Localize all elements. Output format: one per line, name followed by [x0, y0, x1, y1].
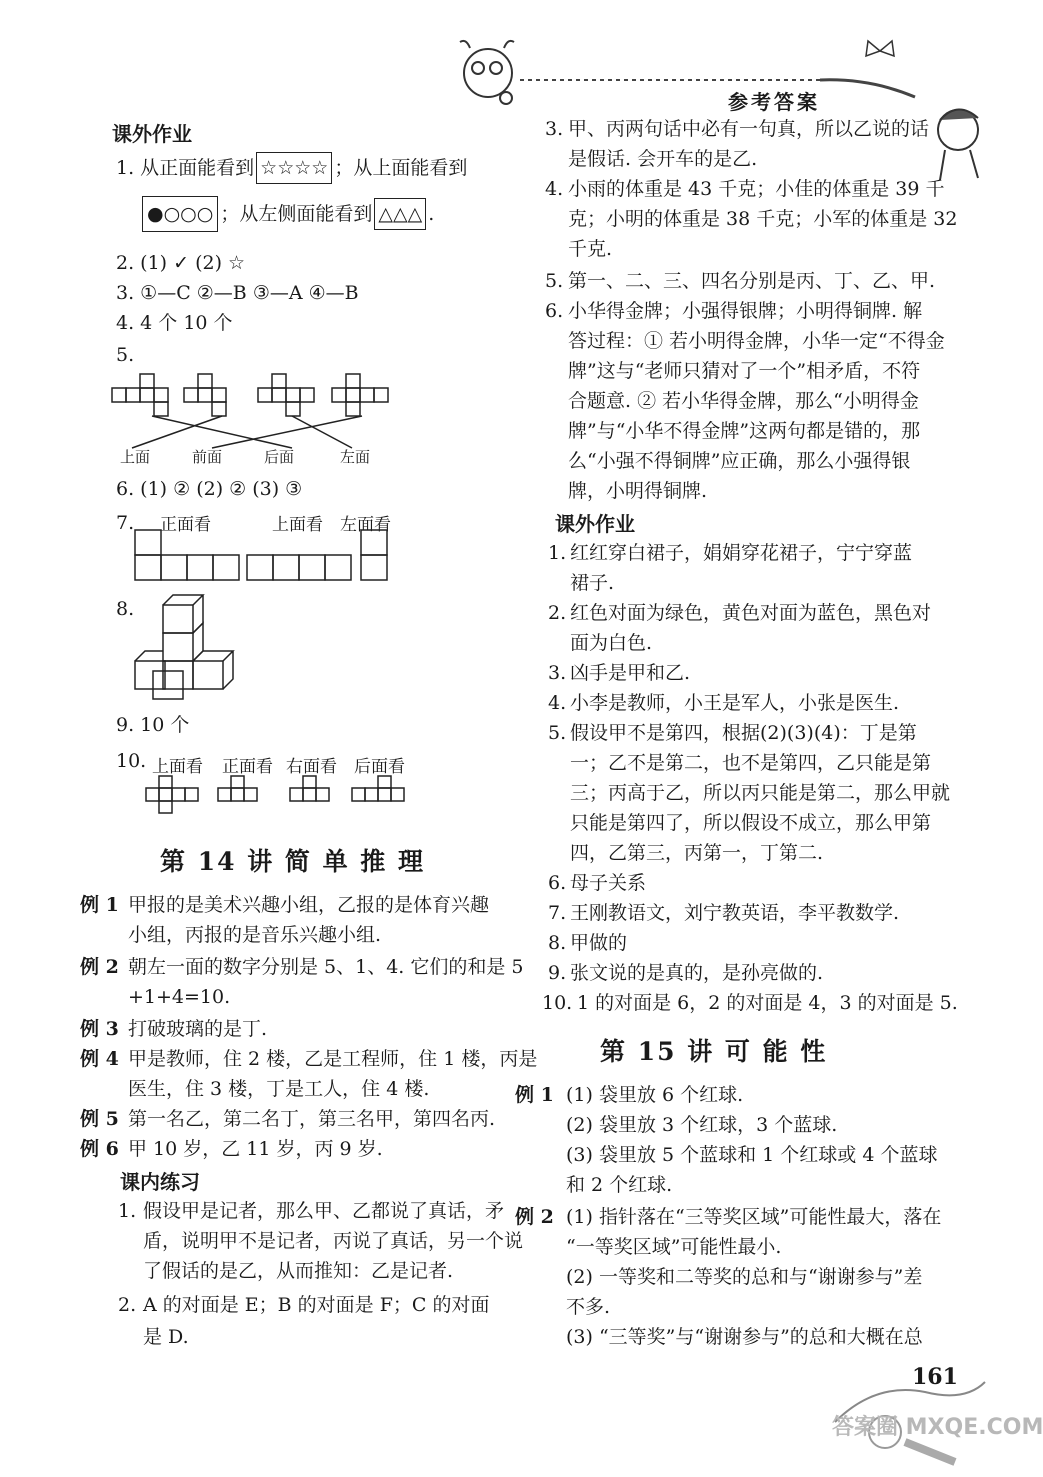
hw2-num: 2. [548, 602, 567, 624]
q2: 2. (1) ✓ (2) ☆ [116, 252, 246, 274]
q6: 6. (1) ② (2) ② (3) ③ [116, 478, 303, 500]
front-view-box: ☆☆☆☆ [256, 152, 332, 184]
r5-num: 5. [545, 270, 564, 292]
hw6-line: 母子关系 [570, 872, 647, 894]
q7-label-front: 正面看 [160, 515, 211, 535]
l15-ex2-line: (3) “三等奖”与“谢谢参与”的总和大概在总 [566, 1326, 923, 1348]
r3-line: 甲、丙两句话中必有一句真，所以乙说的话 [568, 118, 930, 140]
lecture15-title: 第 15 讲 可 能 性 [600, 1037, 828, 1066]
hw2-line: 面为白色. [570, 632, 653, 654]
lecture14-title: 第 14 讲 简 单 推 理 [160, 847, 426, 876]
r3-num: 3. [545, 118, 564, 140]
ex1-line: 小组，丙报的是音乐兴趣小组. [128, 924, 382, 946]
ex4-tag: 例 4 [80, 1048, 119, 1070]
ex2-tag: 例 2 [80, 956, 119, 978]
hw5-line: 只能是第四了，所以假设不成立，那么甲第 [570, 812, 932, 834]
watermark: 答案圈 MXQE.COM [832, 1415, 1043, 1440]
ex1-tag: 例 1 [80, 894, 119, 916]
hw5-line: 假设甲不是第四，根据(2)(3)(4)：丁是第 [570, 722, 917, 744]
r6-line: 答过程：① 若小明得金牌，小华一定“不得金 [568, 330, 945, 352]
q5-nets-diagram [112, 370, 402, 450]
l15-ex1-line: 和 2 个红球. [566, 1174, 673, 1196]
ex3-line: 打破玻璃的是丁. [128, 1018, 268, 1040]
practice1-line: 假设甲是记者，那么甲、乙都说了真话，矛 [143, 1200, 505, 1222]
r4-line: 克；小明的体重是 38 千克；小军的体重是 32 [568, 208, 958, 230]
q3: 3. ①—C ②—B ③—A ④—B [116, 282, 359, 304]
hw9-num: 9. [548, 962, 567, 984]
r5-line: 第一、二、三、四名分别是丙、丁、乙、甲. [568, 270, 936, 292]
q7-label-top: 上面看 [272, 515, 323, 535]
hw5-line: 四，乙第三，丙第一，丁第二. [570, 842, 824, 864]
hw3-num: 3. [548, 662, 567, 684]
practice1-line: 了假话的是乙，从而推知：乙是记者. [143, 1260, 454, 1282]
hw3-line: 凶手是甲和乙. [570, 662, 691, 684]
practice1-num: 1. [118, 1200, 137, 1222]
ex4-line: 甲是教师，住 2 楼，乙是工程师，住 1 楼，丙是 [128, 1048, 538, 1070]
q10-label-right: 右面看 [286, 757, 337, 777]
practice2-line: A 的对面是 E；B 的对面是 F；C 的对面 [143, 1294, 490, 1316]
q1-line1: 1. 从正面能看到 ☆☆☆☆ ；从上面能看到 [116, 152, 467, 184]
r3-line: 是假话. 会开车的是乙. [568, 148, 758, 170]
hw7-num: 7. [548, 902, 567, 924]
q10: 10. [116, 750, 147, 772]
l15-ex2-tag: 例 2 [515, 1206, 554, 1228]
hw5-line: 三；丙高于乙，所以丙只能是第二，那么甲就 [570, 782, 951, 804]
q5: 5. [116, 344, 135, 366]
hw5-line: 一；乙不是第二，也不是第四，乙只能是第 [570, 752, 932, 774]
r6-line: 小华得金牌；小强得银牌；小明得铜牌. 解 [568, 300, 923, 322]
q8: 8. [116, 598, 135, 620]
q10-label-top: 上面看 [152, 757, 203, 777]
practice2-line: 是 D. [143, 1326, 189, 1348]
q5-label-left: 左面 [340, 448, 371, 466]
r6-line: 牌”与“小华不得金牌”这两句都是错的，那 [568, 420, 921, 442]
page-number: 161 [912, 1364, 958, 1390]
l15-ex2-line: (1) 指针落在“三等奖区域”可能性最大，落在 [566, 1206, 942, 1228]
top-view-box: ●○○○ [142, 196, 218, 232]
q10-label-back: 后面看 [354, 757, 405, 777]
r6-line: 牌，小明得铜牌. [568, 480, 708, 502]
r4-line: 小雨的体重是 43 千克；小佳的体重是 39 千 [568, 178, 945, 200]
r4-num: 4. [545, 178, 564, 200]
l15-ex2-line: (2) 一等奖和二等奖的总和与“谢谢参与”差 [566, 1266, 923, 1288]
q7-views-diagram [135, 530, 395, 590]
l15-ex1-line: (3) 袋里放 5 个蓝球和 1 个红球或 4 个蓝球 [566, 1144, 938, 1166]
hw8-line: 甲做的 [570, 932, 628, 954]
q1-line2: ●○○○ ；从左侧面能看到 △△△ . [140, 196, 434, 232]
side-view-box: △△△ [374, 198, 426, 230]
q4: 4. 4 个 10 个 [116, 312, 233, 334]
ex5-tag: 例 5 [80, 1108, 119, 1130]
ex2-line: +1+4=10. [128, 986, 231, 1008]
hw7-line: 王刚教语文，刘宁教英语，李平教数学. [570, 902, 900, 924]
hw8-num: 8. [548, 932, 567, 954]
ex6-tag: 例 6 [80, 1138, 119, 1160]
ex5-line: 第一名乙，第二名丁，第三名甲，第四名丙. [128, 1108, 496, 1130]
q9: 9. 10 个 [116, 714, 190, 736]
q10-label-front: 正面看 [222, 757, 273, 777]
homework-heading: 课外作业 [112, 122, 192, 146]
hw9-line: 张文说的是真的，是孙亮做的. [570, 962, 824, 984]
r6-num: 6. [545, 300, 564, 322]
l15-ex1-line: (2) 袋里放 3 个红球，3 个蓝球. [566, 1114, 838, 1136]
butterfly-icon [860, 36, 900, 66]
ex1-line: 甲报的是美术兴趣小组，乙报的是体育兴趣 [128, 894, 490, 916]
ex3-tag: 例 3 [80, 1018, 119, 1040]
hw10-num: 10. [542, 992, 573, 1014]
ex2-line: 朝左一面的数字分别是 5、1、4. 它们的和是 5 [128, 956, 524, 978]
ex6-line: 甲 10 岁，乙 11 岁，丙 9 岁. [128, 1138, 383, 1160]
hw10-line: 1 的对面是 6，2 的对面是 4，3 的对面是 5. [577, 992, 958, 1014]
hw1-num: 1. [548, 542, 567, 564]
hw6-num: 6. [548, 872, 567, 894]
l15-ex1-tag: 例 1 [515, 1084, 554, 1106]
header-title: 参考答案 [728, 90, 820, 114]
hw1-line: 红红穿白裙子，娟娟穿花裙子，宁宁穿蓝 [570, 542, 913, 564]
hw1-line: 裙子. [570, 572, 615, 594]
l15-ex2-line: “一等奖区域”可能性最小. [566, 1236, 782, 1258]
ex4-line: 医生，住 3 楼，丁是工人，住 4 楼. [128, 1078, 430, 1100]
q5-label-front: 前面 [192, 448, 223, 466]
r6-line: 牌”这与“老师只猜对了一个”相矛盾，不符 [568, 360, 921, 382]
q7-label-left: 左面看 [340, 515, 391, 535]
practice-heading: 课内练习 [120, 1170, 200, 1194]
hw2-line: 红色对面为绿色，黄色对面为蓝色，黑色对 [570, 602, 932, 624]
hw5-num: 5. [548, 722, 567, 744]
practice2-num: 2. [118, 1294, 137, 1316]
q10-views-diagram [146, 776, 416, 816]
practice1-line: 盾，说明甲不是记者，丙说了真话，另一个说 [143, 1230, 524, 1252]
hw4-num: 4. [548, 692, 567, 714]
r6-line: 么“小强不得铜牌”应正确，那么小强得银 [568, 450, 911, 472]
r4-line: 千克. [568, 238, 613, 260]
q7: 7. [116, 512, 135, 534]
hw4-line: 小李是教师，小王是军人，小张是医生. [570, 692, 900, 714]
header-dotted-line [520, 62, 920, 102]
r6-line: 合题意. ② 若小华得金牌，那么“小明得金 [568, 390, 919, 412]
right-homework-heading: 课外作业 [555, 512, 635, 536]
l15-ex1-line: (1) 袋里放 6 个红球. [566, 1084, 744, 1106]
cartoon-bee-icon [448, 38, 528, 108]
q5-label-top: 上面 [120, 448, 151, 466]
q8-cube-stack-diagram [135, 595, 245, 705]
l15-ex2-line: 不多. [566, 1296, 611, 1318]
q5-label-back: 后面 [264, 448, 295, 466]
